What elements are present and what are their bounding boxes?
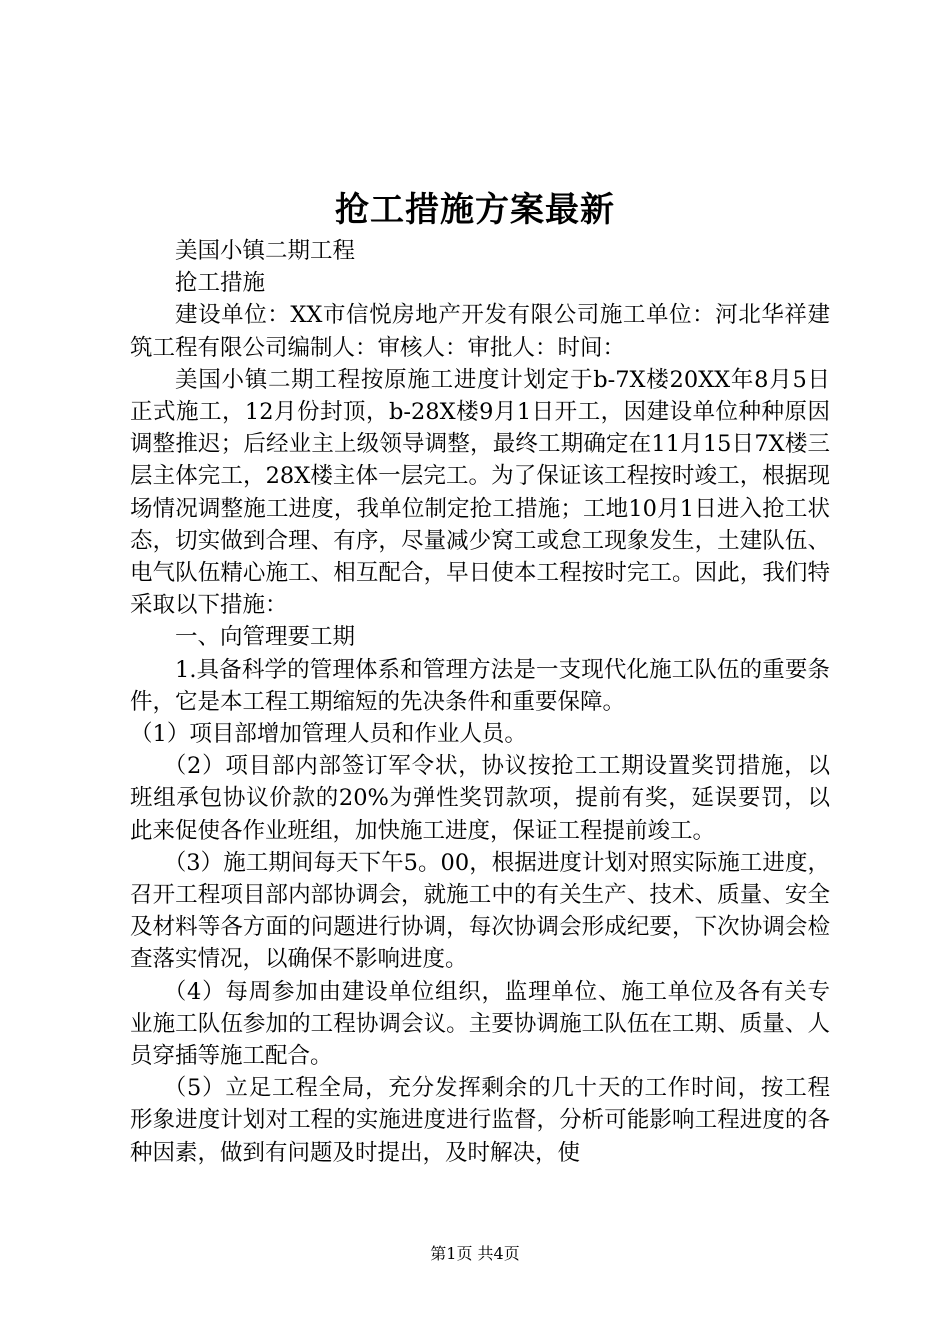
paragraph-sub-4: （4）每周参加由建设单位组织，监理单位、施工单位及各有关专业施工队伍参加的工程协调会议。主要协调施工队伍在工期、质量、人员穿插等施工配合。 — [130, 978, 830, 1070]
section-heading-management: 一、向管理要工期 — [175, 624, 356, 651]
paragraph-units: 建设单位：XX市信悦房地产开发有限公司施工单位：河北华祥建筑工程有限公司编制人：审核人：审批人：时间： — [130, 302, 830, 361]
paragraph-sub-1: （1）项目部增加管理人员和作业人员。 — [130, 721, 527, 748]
page-footer: 第1页 共4页 — [430, 1244, 520, 1263]
paragraph-subtitle: 抢工措施 — [175, 270, 266, 297]
paragraph-sub-5: （5）立足工程全局，充分发挥剩余的几十天的工作时间，按工程形象进度计划对工程的实施进度进行监督，分析可能影响工程进度的各种因素，做到有问题及时提出，及时解决，使 — [130, 1075, 830, 1166]
document-body — [130, 235, 830, 1169]
paragraph-sub-2: （2）项目部内部签订军令状，协议按抢工工期设置奖罚措施，以班组承包协议价款的20%为弹性奖罚款项，提前有奖，延误要罚，以此来促使各作业班组，加快施工进度，保证工程提前竣工。 — [130, 753, 830, 844]
paragraph-background: 美国小镇二期工程按原施工进度计划定于b-7X楼20XX年8月5日正式施工，12月份封顶，b-28X楼9月1日开工，因建设单位种种原因调整推迟；后经业主上级领导调整，最终工期确定在11月15日7X楼三层主体完工，28X楼主体一层完工。为了保证该工程按时竣工，根据现场情况调整施工进度，我单位制定抢工措施；工地10月1日进入抢工状态，切实做到合理、有序，尽量减少窝工或怠工现象发生，土建队伍、电气队伍精心施工、相互配合，早日使本工程按时完工。因此，我们特采取以下措施： — [130, 366, 830, 619]
document-title: 抢工措施方案最新 — [335, 190, 615, 230]
paragraph-project-name: 美国小镇二期工程 — [175, 238, 356, 264]
paragraph-item-1: 1.具备科学的管理体系和管理方法是一支现代化施工队伍的重要条件，它是本工程工期缩短的先决条件和重要保障。 — [130, 656, 830, 715]
paragraph-sub-3: （3）施工期间每天下午5。00，根据进度计划对照实际施工进度，召开工程项目部内部协调会，就施工中的有关生产、技术、质量、安全及材料等各方面的问题进行协调，每次协调会形成纪要，下次协调会检查落实情况，以确保不影响进度。 — [130, 849, 830, 973]
